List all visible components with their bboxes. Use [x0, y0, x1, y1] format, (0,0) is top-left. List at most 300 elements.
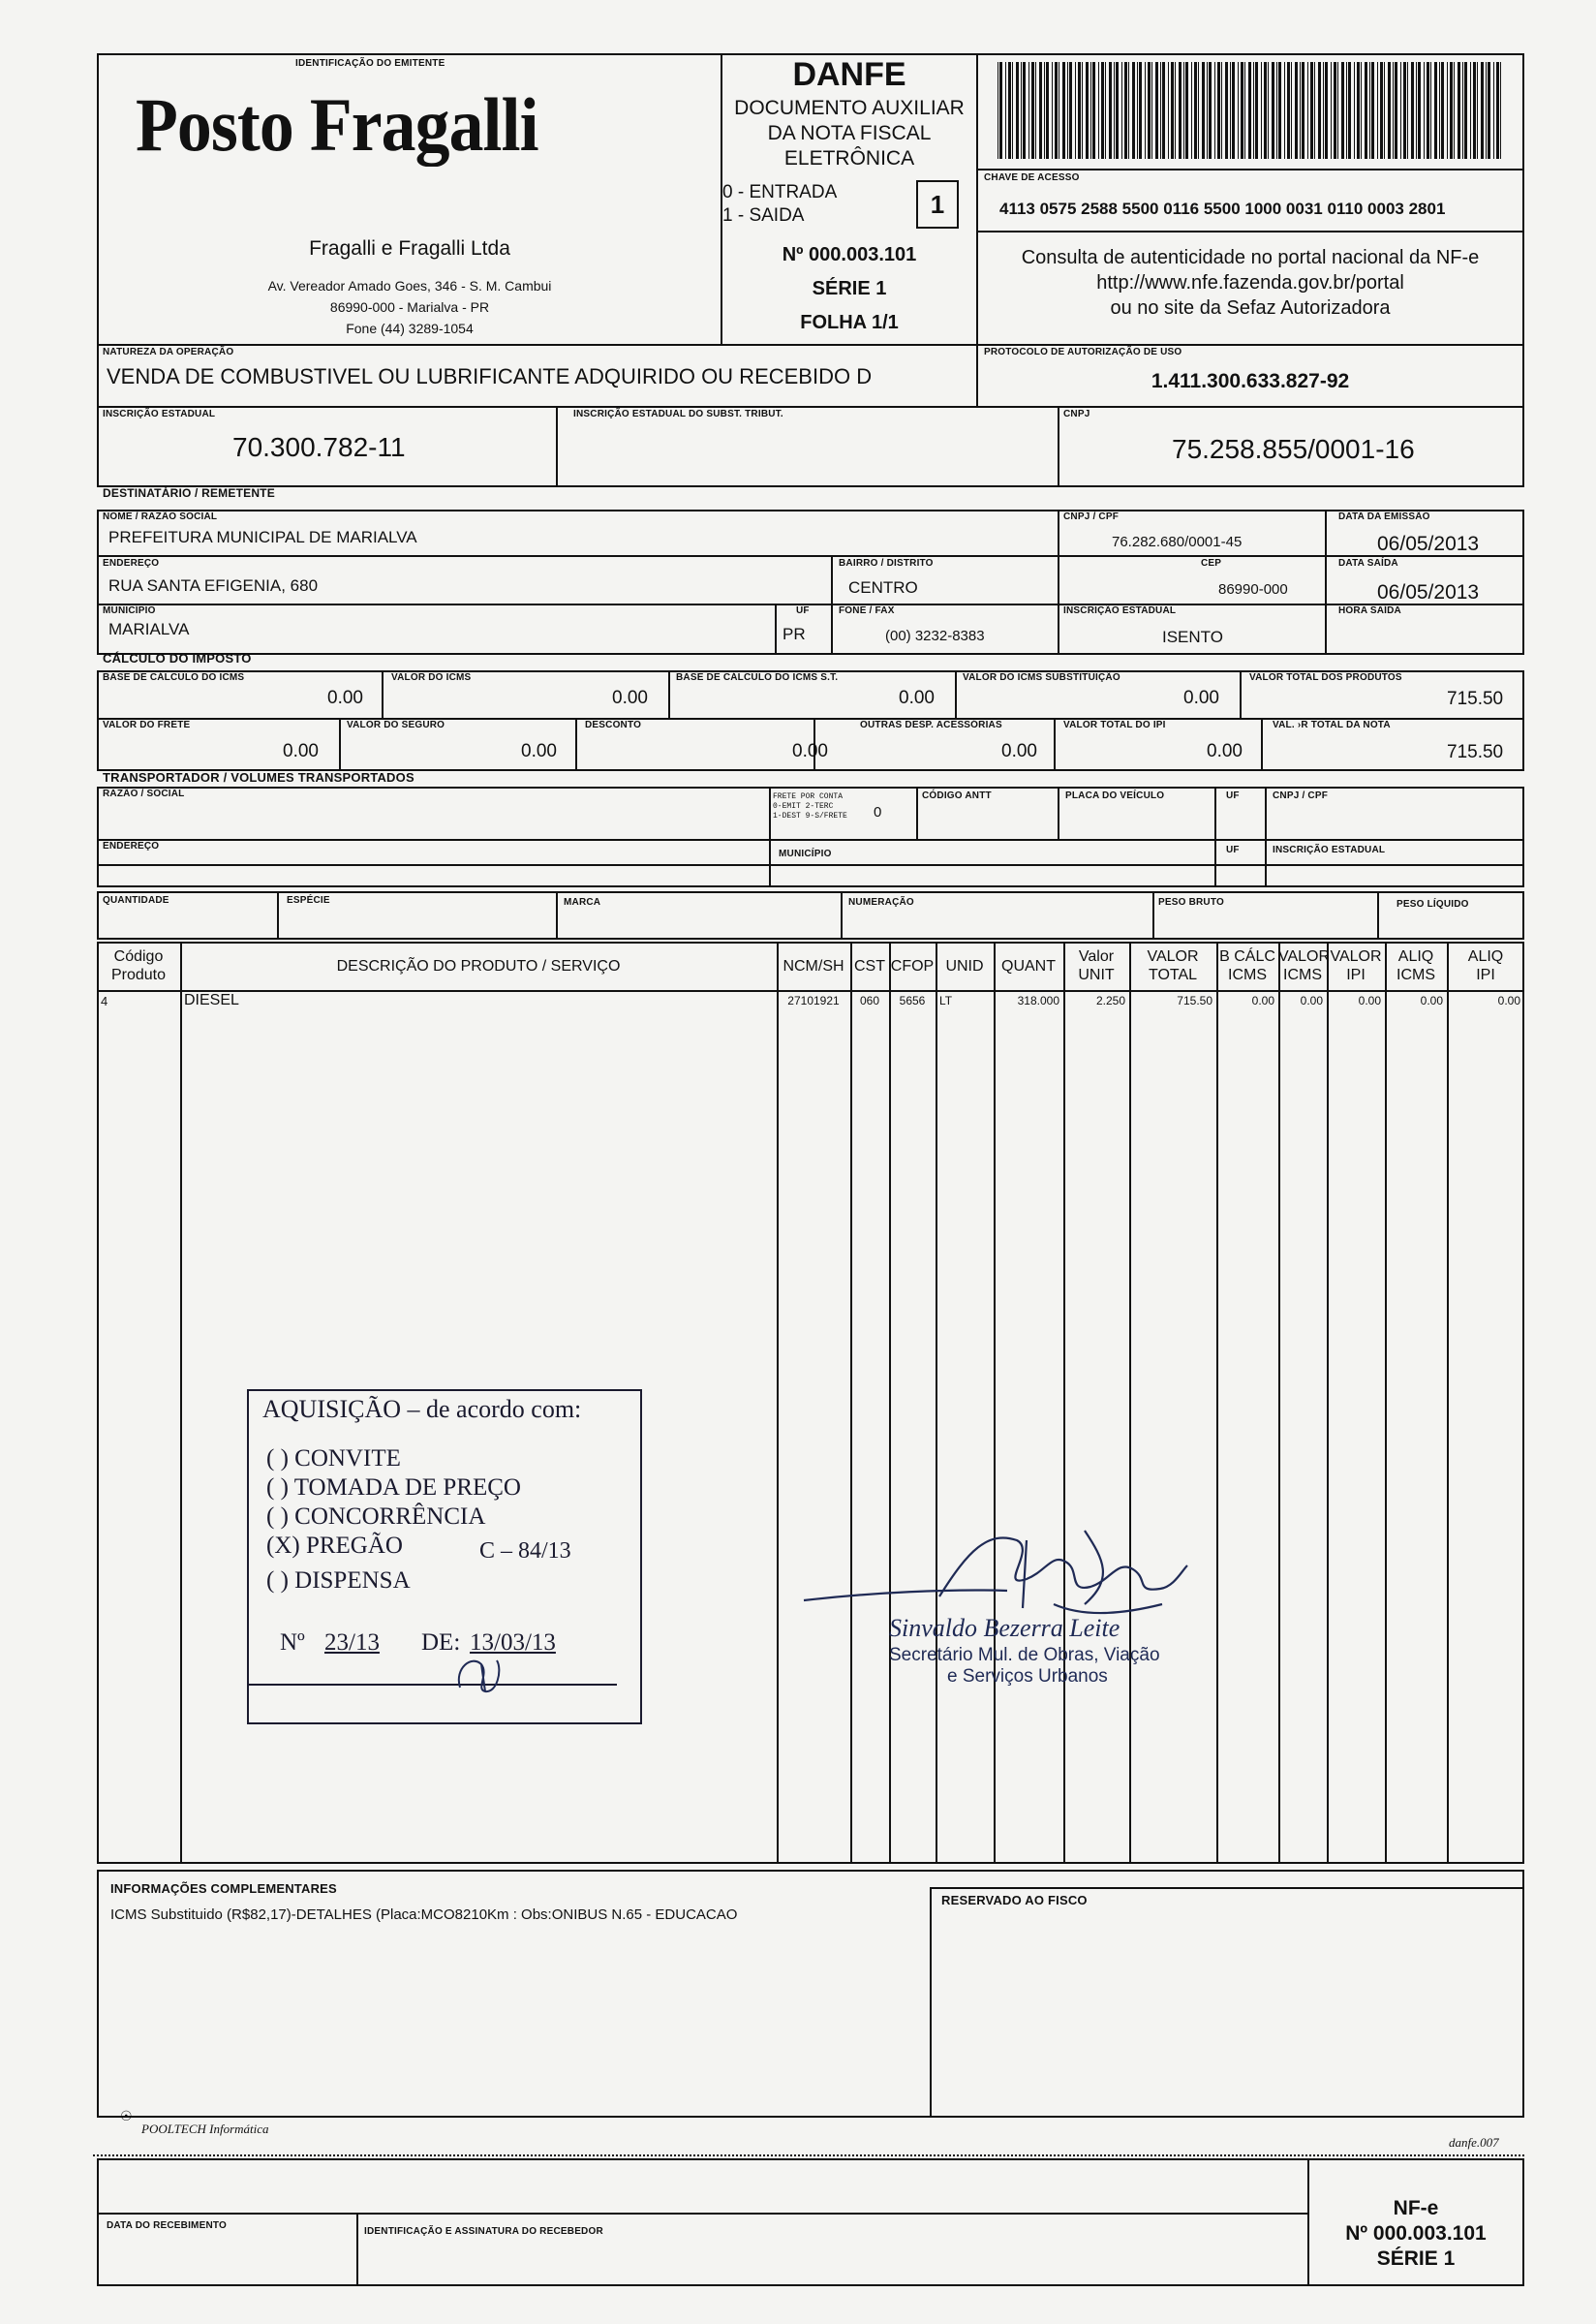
barcode-bar [1462, 62, 1463, 159]
danfe-subtitle-1: DOCUMENTO AUXILIAR [734, 97, 965, 119]
barcode-bar [1046, 62, 1049, 159]
produtos-header-cell: NCM/SH [783, 958, 844, 975]
barcode-bar [1005, 62, 1006, 159]
produtos-cell: DIESEL [184, 992, 239, 1008]
produtos-header-cell: UNID [945, 958, 984, 975]
natureza-value: VENDA DE COMBUSTIVEL OU LUBRIFICANTE ADQUIRIDO OU RECEBIDO D [107, 364, 873, 388]
valor-icms: 0.00 [612, 688, 648, 708]
barcode-bar [1155, 62, 1158, 159]
stamp-data-label: DE: [421, 1629, 461, 1656]
barcode-bar [1121, 62, 1122, 159]
danfe-tipo: 1 [930, 190, 945, 219]
chave-consulta-2: http://www.nfe.fazenda.gov.br/portal [1096, 272, 1404, 294]
barcode-bar [1124, 62, 1127, 159]
barcode-bar [1477, 62, 1478, 159]
barcode-bar [1388, 62, 1391, 159]
barcode-bar [1407, 62, 1408, 159]
barcode-bar [1384, 62, 1385, 159]
produtos-cell: 060 [859, 994, 880, 1007]
form-code: danfe.007 [1449, 2135, 1499, 2150]
transp-uf2-label: UF [1226, 845, 1240, 855]
dest-fone: (00) 3232-8383 [885, 628, 985, 644]
dest-nome-label: NOME / RAZÃO SOCIAL [103, 511, 218, 522]
barcode-bar [1232, 62, 1235, 159]
barcode-bar [1377, 62, 1378, 159]
transp-endereco-label: ENDEREÇO [103, 841, 160, 852]
emitente-logo [136, 81, 538, 169]
barcode-bar [1403, 62, 1406, 159]
barcode-bar [1400, 62, 1401, 159]
barcode-bar [1450, 62, 1453, 159]
barcode-bar [1175, 62, 1176, 159]
barcode-bar [1151, 62, 1152, 159]
signer-role-2: e Serviços Urbanos [947, 1666, 1108, 1687]
signer-name: Sinvaldo Bezerra Leite [889, 1614, 1120, 1642]
produtos-col-divider [850, 942, 852, 1864]
barcode-bar [1183, 62, 1184, 159]
signature-stamp [889, 1614, 1160, 1688]
barcode-bar [1230, 62, 1231, 159]
total-nota: 715.50 [1447, 742, 1504, 762]
barcode-bar [1008, 62, 1011, 159]
peso-bruto-label: PESO BRUTO [1158, 897, 1224, 908]
inscricao-value: 70.300.782-11 [232, 432, 406, 462]
barcode-bar [1035, 62, 1036, 159]
barcode-bar [1044, 62, 1045, 159]
produtos-cell: 4 [101, 994, 108, 1008]
produtos-cell: 0.00 [1300, 994, 1323, 1007]
barcode-bar [1411, 62, 1414, 159]
danfe-subtitle-2: DA NOTA FISCAL [767, 122, 932, 144]
produtos-cell: 715.50 [1177, 994, 1212, 1007]
seguro: 0.00 [521, 741, 557, 761]
barcode-bar [1454, 62, 1455, 159]
danfe-saida: 1 - SAIDA [722, 205, 805, 226]
barcode-bar [1198, 62, 1199, 159]
barcode-bar [1185, 62, 1188, 159]
barcode-bar [1439, 62, 1440, 159]
produtos-header-cell: B CÁLC ICMS [1219, 948, 1275, 983]
transp-cnpj-label: CNPJ / CPF [1273, 790, 1329, 801]
danfe-title: DANFE [792, 56, 906, 93]
produtos-col-divider [777, 942, 779, 1864]
canhoto-numero: Nº 000.003.101 [1345, 2222, 1487, 2245]
barcode-bar [1291, 62, 1292, 159]
dest-saida-label: DATA SAÍDA [1338, 558, 1398, 569]
barcode-bar [1162, 62, 1165, 159]
barcode-bar [1139, 62, 1142, 159]
produtos-cell: 5656 [899, 994, 926, 1007]
stamp-opt-concorrencia: ( ) CONCORRÊNCIA [266, 1503, 486, 1530]
barcode-bar [1276, 62, 1277, 159]
barcode-bar [1021, 62, 1022, 159]
outras-label: OUTRAS DESP. ACESSÓRIAS [860, 720, 1002, 730]
dest-saida: 06/05/2013 [1377, 581, 1480, 604]
protocolo-value: 1.411.300.633.827-92 [1151, 370, 1350, 392]
barcode-bar [1430, 62, 1431, 159]
produtos-col-divider [180, 942, 182, 1864]
peso-liquido-label: PESO LÍQUIDO [1396, 899, 1469, 910]
valor-st: 0.00 [1183, 688, 1219, 708]
barcode-bar [1055, 62, 1058, 159]
produtos-header-cell: DESCRIÇÃO DO PRODUTO / SERVIÇO [336, 958, 621, 975]
stamp-opt-pregao: (X) PREGÃO [266, 1533, 403, 1559]
frete: 0.00 [283, 741, 319, 761]
barcode-bar [1357, 62, 1360, 159]
produtos-header-cell: Código Produto [110, 948, 167, 983]
barcode-bar [1221, 62, 1222, 159]
barcode-bar [1069, 62, 1072, 159]
barcode-bar [1092, 62, 1095, 159]
info-text: ICMS Substituido (R$82,17)-DETALHES (Placa:MCO8210Km : Obs:ONIBUS N.65 - EDUCACAO [110, 1906, 738, 1923]
barcode-bar [1012, 62, 1013, 159]
frete-line-3: 1-DEST 9-S/FRETE [773, 812, 847, 821]
barcode-bar [1488, 62, 1490, 159]
transportador-section-label: TRANSPORTADOR / VOLUMES TRANSPORTADOS [103, 770, 414, 785]
software-credit: POOLTECH Informática [141, 2122, 269, 2136]
produtos-col-divider [1063, 942, 1065, 1864]
barcode-bar [1395, 62, 1397, 159]
barcode-bar [1473, 62, 1476, 159]
barcode-bar [1191, 62, 1192, 159]
barcode-bar [1209, 62, 1212, 159]
barcode-bar [1023, 62, 1026, 159]
barcode-bar [1052, 62, 1053, 159]
ipi: 0.00 [1207, 741, 1243, 761]
barcode [998, 62, 1506, 159]
barcode-bar [1323, 62, 1324, 159]
barcode-bar [1416, 62, 1417, 159]
barcode-bar [1310, 62, 1313, 159]
base-st: 0.00 [899, 688, 935, 708]
protocolo-label: PROTOCOLO DE AUTORIZAÇÃO DE USO [984, 347, 1182, 357]
produtos-cell: 0.00 [1251, 994, 1274, 1007]
total-prod-label: VALOR TOTAL DOS PRODUTOS [1249, 672, 1402, 683]
barcode-bar [1447, 62, 1448, 159]
imposto-section-label: CÁLCULO DO IMPOSTO [103, 651, 252, 666]
barcode-bar [1371, 62, 1374, 159]
barcode-bar [1458, 62, 1460, 159]
canhoto-assinatura-label: IDENTIFICAÇÃO E ASSINATURA DO RECEBEDOR [364, 2226, 603, 2237]
stamp-data: 13/03/13 [470, 1629, 556, 1656]
emitente-fone: Fone (44) 3289-1054 [346, 321, 474, 336]
cnpj-label: CNPJ [1063, 409, 1090, 419]
barcode-bar [1062, 62, 1065, 159]
total-nota-label: VAL. ›R TOTAL DA NOTA [1273, 720, 1391, 730]
barcode-bar [1168, 62, 1169, 159]
produtos-header-cell: CFOP [890, 958, 935, 975]
destinatario-section-label: DESTINATÁRIO / REMETENTE [103, 486, 275, 500]
canhoto-data-label: DATA DO RECEBIMENTO [107, 2220, 227, 2231]
produtos-cell: 0.00 [1420, 994, 1443, 1007]
signer-role-1: Secretário Mul. de Obras, Viação [889, 1645, 1160, 1665]
barcode-bar [1365, 62, 1367, 159]
pooltech-logo-icon: ☉ [120, 2108, 133, 2123]
barcode-bar [1078, 62, 1081, 159]
danfe-entrada: 0 - ENTRADA [722, 182, 838, 202]
dest-endereco-label: ENDEREÇO [103, 558, 160, 569]
cnpj-value: 75.258.855/0001-16 [1172, 434, 1415, 464]
dest-hora-label: HORA SAÍDA [1338, 605, 1401, 616]
canhoto-nfe: NF-e [1393, 2197, 1439, 2219]
seguro-label: VALOR DO SEGURO [347, 720, 445, 730]
frete-label: VALOR DO FRETE [103, 720, 191, 730]
barcode-bar [1268, 62, 1269, 159]
barcode-bar [1109, 62, 1112, 159]
outras: 0.00 [1001, 741, 1037, 761]
barcode-bar [1132, 62, 1135, 159]
produtos-header-cell: ALIQ ICMS [1396, 948, 1435, 983]
barcode-bar [1325, 62, 1328, 159]
barcode-bar [1424, 62, 1425, 159]
transp-razao-label: RAZÃO / SOCIAL [103, 789, 185, 799]
barcode-bar [1082, 62, 1083, 159]
stamp-pregao-ref: C – 84/13 [479, 1538, 571, 1564]
produtos-header-cell: Valor UNIT [1078, 948, 1115, 983]
barcode-bar [1302, 62, 1304, 159]
barcode-bar [1496, 62, 1499, 159]
barcode-bar [1137, 62, 1138, 159]
chave-consulta-1: Consulta de autenticidade no portal nacional da NF-e [1021, 247, 1480, 268]
barcode-bar [1427, 62, 1429, 159]
produtos-col-divider [1129, 942, 1131, 1864]
barcode-bar [1295, 62, 1298, 159]
barcode-bar [1098, 62, 1099, 159]
barcode-bar [1214, 62, 1215, 159]
dest-emissao: 06/05/2013 [1377, 533, 1480, 555]
barcode-bar [1086, 62, 1089, 159]
transp-municipio-label: MUNICÍPIO [779, 849, 832, 859]
chave-label: CHAVE DE ACESSO [984, 172, 1080, 183]
dest-fone-label: FONE / FAX [839, 605, 895, 616]
barcode-bar [1145, 62, 1146, 159]
dest-ie-label: INSCRIÇÃO ESTADUAL [1063, 605, 1177, 616]
dest-municipio-label: MUNICÍPIO [103, 605, 156, 616]
barcode-bar [1272, 62, 1274, 159]
info-label: INFORMAÇÕES COMPLEMENTARES [110, 1881, 337, 1896]
produtos-col-divider [1216, 942, 1218, 1864]
danfe-subtitle-3: ELETRÔNICA [783, 147, 915, 170]
barcode-bar [1284, 62, 1285, 159]
chave-consulta-3: ou no site da Sefaz Autorizadora [1110, 297, 1391, 319]
barcode-bar [1031, 62, 1034, 159]
chave-value: 4113 0575 2588 5500 0116 5500 1000 0031 0110 0003 2801 [999, 200, 1446, 218]
barcode-bar [1202, 62, 1205, 159]
dest-cnpj: 76.282.680/0001-45 [1112, 534, 1243, 550]
barcode-bar [1346, 62, 1347, 159]
aquisicao-stamp [247, 1389, 642, 1724]
valor-icms-label: VALOR DO ICMS [391, 672, 472, 683]
produtos-cell: 318.000 [1017, 994, 1059, 1007]
barcode-bar [1207, 62, 1208, 159]
barcode-bar [1264, 62, 1267, 159]
barcode-bar [1314, 62, 1315, 159]
emitente-razao: Fragalli e Fragalli Ltda [309, 237, 510, 260]
barcode-bar [1348, 62, 1351, 159]
barcode-bar [1481, 62, 1484, 159]
dest-bairro-label: BAIRRO / DISTRITO [839, 558, 934, 569]
barcode-bar [1238, 62, 1239, 159]
barcode-bar [1331, 62, 1332, 159]
barcode-bar [1225, 62, 1228, 159]
base-st-label: BASE DE CÁLCULO DO ICMS S.T. [676, 672, 839, 683]
dest-ie: ISENTO [1162, 628, 1223, 646]
barcode-bar [1194, 62, 1197, 159]
canhoto-serie: SÉRIE 1 [1376, 2247, 1456, 2270]
fisco-label: RESERVADO AO FISCO [941, 1893, 1088, 1907]
produtos-col-divider [994, 942, 996, 1864]
barcode-bar [1105, 62, 1106, 159]
barcode-bar [999, 62, 1002, 159]
barcode-bar [1253, 62, 1254, 159]
danfe-numero: Nº 000.003.101 [782, 244, 917, 265]
produtos-header-cell: QUANT [1001, 958, 1056, 975]
barcode-bar [1016, 62, 1019, 159]
frete-line-2: 0-EMIT 2-TERC [773, 802, 834, 811]
produtos-header-cell: VALOR TOTAL [1147, 948, 1199, 983]
barcode-bar [1434, 62, 1437, 159]
barcode-bar [1179, 62, 1182, 159]
barcode-bar [1278, 62, 1281, 159]
barcode-bar [1369, 62, 1370, 159]
stamp-opt-dispensa: ( ) DISPENSA [266, 1567, 411, 1594]
dest-nome: PREFEITURA MUNICIPAL DE MARIALVA [108, 528, 417, 546]
danfe-tipo-box [916, 180, 959, 229]
barcode-bar [1354, 62, 1355, 159]
barcode-bar [1486, 62, 1487, 159]
natureza-label: NATUREZA DA OPERAÇÃO [103, 347, 234, 357]
barcode-bar [1470, 62, 1471, 159]
barcode-bar [1493, 62, 1494, 159]
danfe-serie: SÉRIE 1 [812, 278, 887, 299]
barcode-bar [1067, 62, 1068, 159]
valor-st-label: VALOR DO ICMS SUBSTITUIÇÃO [963, 672, 1120, 683]
barcode-bar [1287, 62, 1290, 159]
produtos-cell: 0.00 [1497, 994, 1520, 1007]
desconto-label: DESCONTO [585, 720, 642, 730]
antt-label: CÓDIGO ANTT [922, 790, 992, 801]
dest-cep: 86990-000 [1218, 581, 1288, 598]
barcode-bar [1361, 62, 1362, 159]
barcode-bar [1075, 62, 1076, 159]
desconto: 0.00 [792, 741, 828, 761]
stamp-rubric [452, 1651, 520, 1699]
barcode-bar [1028, 62, 1029, 159]
transp-uf-label: UF [1226, 790, 1240, 801]
emitente-endereco: Av. Vereador Amado Goes, 346 - S. M. Cambui [267, 278, 552, 294]
barcode-bar [1217, 62, 1220, 159]
barcode-bar [1441, 62, 1444, 159]
marca-label: MARCA [564, 897, 601, 908]
danfe-folha: FOLHA 1/1 [800, 312, 899, 333]
produtos-col-divider [936, 942, 937, 1864]
dest-emissao-label: DATA DA EMISSÃO [1338, 511, 1430, 522]
emitente-cep-cidade: 86990-000 - Marialva - PR [329, 299, 490, 315]
produtos-header-cell: VALOR IPI [1330, 948, 1382, 983]
barcode-bar [1101, 62, 1104, 159]
especie-label: ESPÉCIE [287, 895, 330, 906]
barcode-bar [1318, 62, 1321, 159]
transp-frete-conta [773, 792, 847, 821]
barcode-bar [1334, 62, 1336, 159]
dest-uf: PR [783, 625, 806, 643]
stamp-opt-convite: ( ) CONVITE [266, 1445, 401, 1472]
produtos-cell: LT [939, 994, 953, 1007]
barcode-bar [1255, 62, 1258, 159]
dest-cep-label: CEP [1201, 558, 1222, 569]
produtos-col-divider [889, 942, 891, 1864]
barcode-bar [1244, 62, 1245, 159]
frete-value: 0 [874, 804, 882, 821]
dest-endereco: RUA SANTA EFIGENIA, 680 [108, 576, 319, 595]
inscricao-label: INSCRIÇÃO ESTADUAL [103, 409, 216, 419]
barcode-bar [1116, 62, 1119, 159]
produtos-cell: 27101921 [787, 994, 840, 1007]
barcode-bar [1500, 62, 1501, 159]
barcode-bar [1307, 62, 1308, 159]
base-icms: 0.00 [327, 688, 363, 708]
stamp-opt-tomada: ( ) TOMADA DE PREÇO [266, 1474, 521, 1501]
barcode-bar [1171, 62, 1174, 159]
inscricao-st-label: INSCRIÇÃO ESTADUAL DO SUBST. TRIBUT. [573, 409, 783, 419]
barcode-bar [1380, 62, 1383, 159]
barcode-bar [1090, 62, 1091, 159]
placa-label: PLACA DO VEÍCULO [1065, 790, 1165, 801]
total-prod: 715.50 [1447, 689, 1504, 709]
dest-municipio: MARIALVA [108, 620, 190, 638]
barcode-bar [1393, 62, 1394, 159]
base-icms-label: BASE DE CÁLCULO DO ICMS [103, 672, 245, 683]
dest-uf-label: UF [796, 605, 810, 616]
stamp-numero: 23/13 [324, 1629, 380, 1656]
quantidade-label: QUANTIDADE [103, 895, 169, 906]
stamp-title: AQUISIÇÃO – de acordo com: [262, 1395, 582, 1423]
dest-bairro: CENTRO [848, 578, 918, 597]
dest-cnpj-label: CNPJ / CPF [1063, 511, 1120, 522]
barcode-bar [1148, 62, 1151, 159]
barcode-bar [1248, 62, 1251, 159]
cut-line [93, 2154, 1524, 2156]
numeracao-label: NUMERAÇÃO [848, 897, 914, 908]
barcode-bar [1114, 62, 1115, 159]
frete-line-1: FRETE POR CONTA [773, 792, 844, 801]
produtos-cell: 2.250 [1095, 994, 1125, 1007]
barcode-bar [1418, 62, 1421, 159]
barcode-bar [1128, 62, 1129, 159]
barcode-bar [1300, 62, 1301, 159]
logo-text: Posto Fragalli [136, 82, 538, 167]
barcode-bar [1160, 62, 1161, 159]
barcode-bar [1337, 62, 1338, 159]
barcode-bar [1261, 62, 1262, 159]
produtos-cell: 0.00 [1358, 994, 1381, 1007]
produtos-col-divider [1447, 942, 1449, 1864]
produtos-header-cell: CST [854, 958, 885, 975]
barcode-bar [1039, 62, 1042, 159]
emitente-section-label: IDENTIFICAÇÃO DO EMITENTE [295, 58, 445, 69]
produtos-header-cell: VALOR ICMS [1278, 948, 1331, 983]
barcode-bar [1241, 62, 1243, 159]
ipi-label: VALOR TOTAL DO IPI [1063, 720, 1166, 730]
stamp-rubric-line [249, 1684, 617, 1686]
barcode-bar [1464, 62, 1467, 159]
produtos-header-cell: ALIQ IPI [1467, 948, 1504, 983]
produtos-col-divider [1278, 942, 1280, 1864]
transp-ie-label: INSCRIÇÃO ESTADUAL [1273, 845, 1386, 855]
produtos-col-divider [1327, 942, 1329, 1864]
barcode-bar [1341, 62, 1344, 159]
produtos-col-divider [1385, 942, 1387, 1864]
